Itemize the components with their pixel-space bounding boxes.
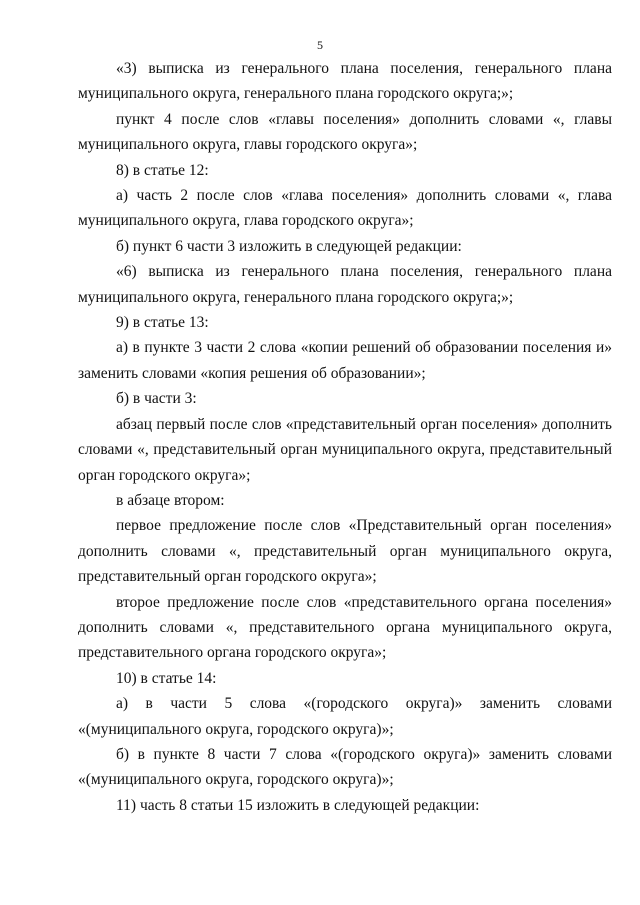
paragraph-article-14-b: б) в пункте 8 части 7 слова «(городского округа)» заменить словами «(муниципального округа, городского округа)»; [78, 745, 612, 789]
paragraph-abzac-second: в абзаце втором: [116, 491, 225, 509]
page-number: 5 [317, 38, 323, 52]
paragraph-article-15: 11) часть 8 статьи 15 изложить в следующей редакции: [116, 796, 480, 814]
paragraph-article-13: 9) в статье 13: [116, 314, 209, 332]
paragraph-article-14: 10) в статье 14: [116, 669, 217, 687]
paragraph-6-extract: «6) выписка из генерального плана поселения, генерального плана муниципального округа, генерального плана городского округа;»; [78, 263, 612, 306]
paragraph-point-4: пункт 4 после слов «главы поселения» дополнить словами «, главы муниципального округа, главы городского округа»; [78, 110, 612, 154]
paragraph-article-12-a: а) часть 2 после слов «глава поселения» дополнить словами «, глава муниципального округа, глава городского округа»; [78, 187, 612, 230]
paragraph-second-sentence: второе предложение после слов «представительного органа поселения» дополнить словами «, представительного органа муниципального округа, представительного органа городского округа»; [78, 593, 612, 662]
paragraph-first-sentence: первое предложение после слов «Представительный орган поселения» дополнить словами «, представительный орган муниципального округа, представительный орган городского округа»; [78, 517, 612, 586]
document-body [78, 56, 612, 818]
paragraph-article-13-a: а) в пункте 3 части 2 слова «копии решений об образовании поселения и» заменить словами «копия решения об образовании»; [78, 339, 612, 382]
paragraph-article-12: 8) в статье 12: [116, 161, 209, 179]
paragraph-3-extract: «3) выписка из генерального плана поселения, генерального плана муниципального округа, генерального плана городского округа;»; [78, 60, 612, 103]
paragraph-article-13-b: б) в части 3: [116, 390, 197, 408]
paragraph-article-12-b: б) пункт 6 части 3 изложить в следующей редакции: [116, 237, 462, 255]
paragraph-article-14-a: а) в части 5 слова «(городского округа)» заменить словами «(муниципального округа, городского округа)»; [78, 695, 612, 738]
paragraph-abzac-first: абзац первый после слов «представительный орган поселения» дополнить словами «, представительный орган муниципального округа, представительный орган городского округа»; [78, 415, 612, 484]
